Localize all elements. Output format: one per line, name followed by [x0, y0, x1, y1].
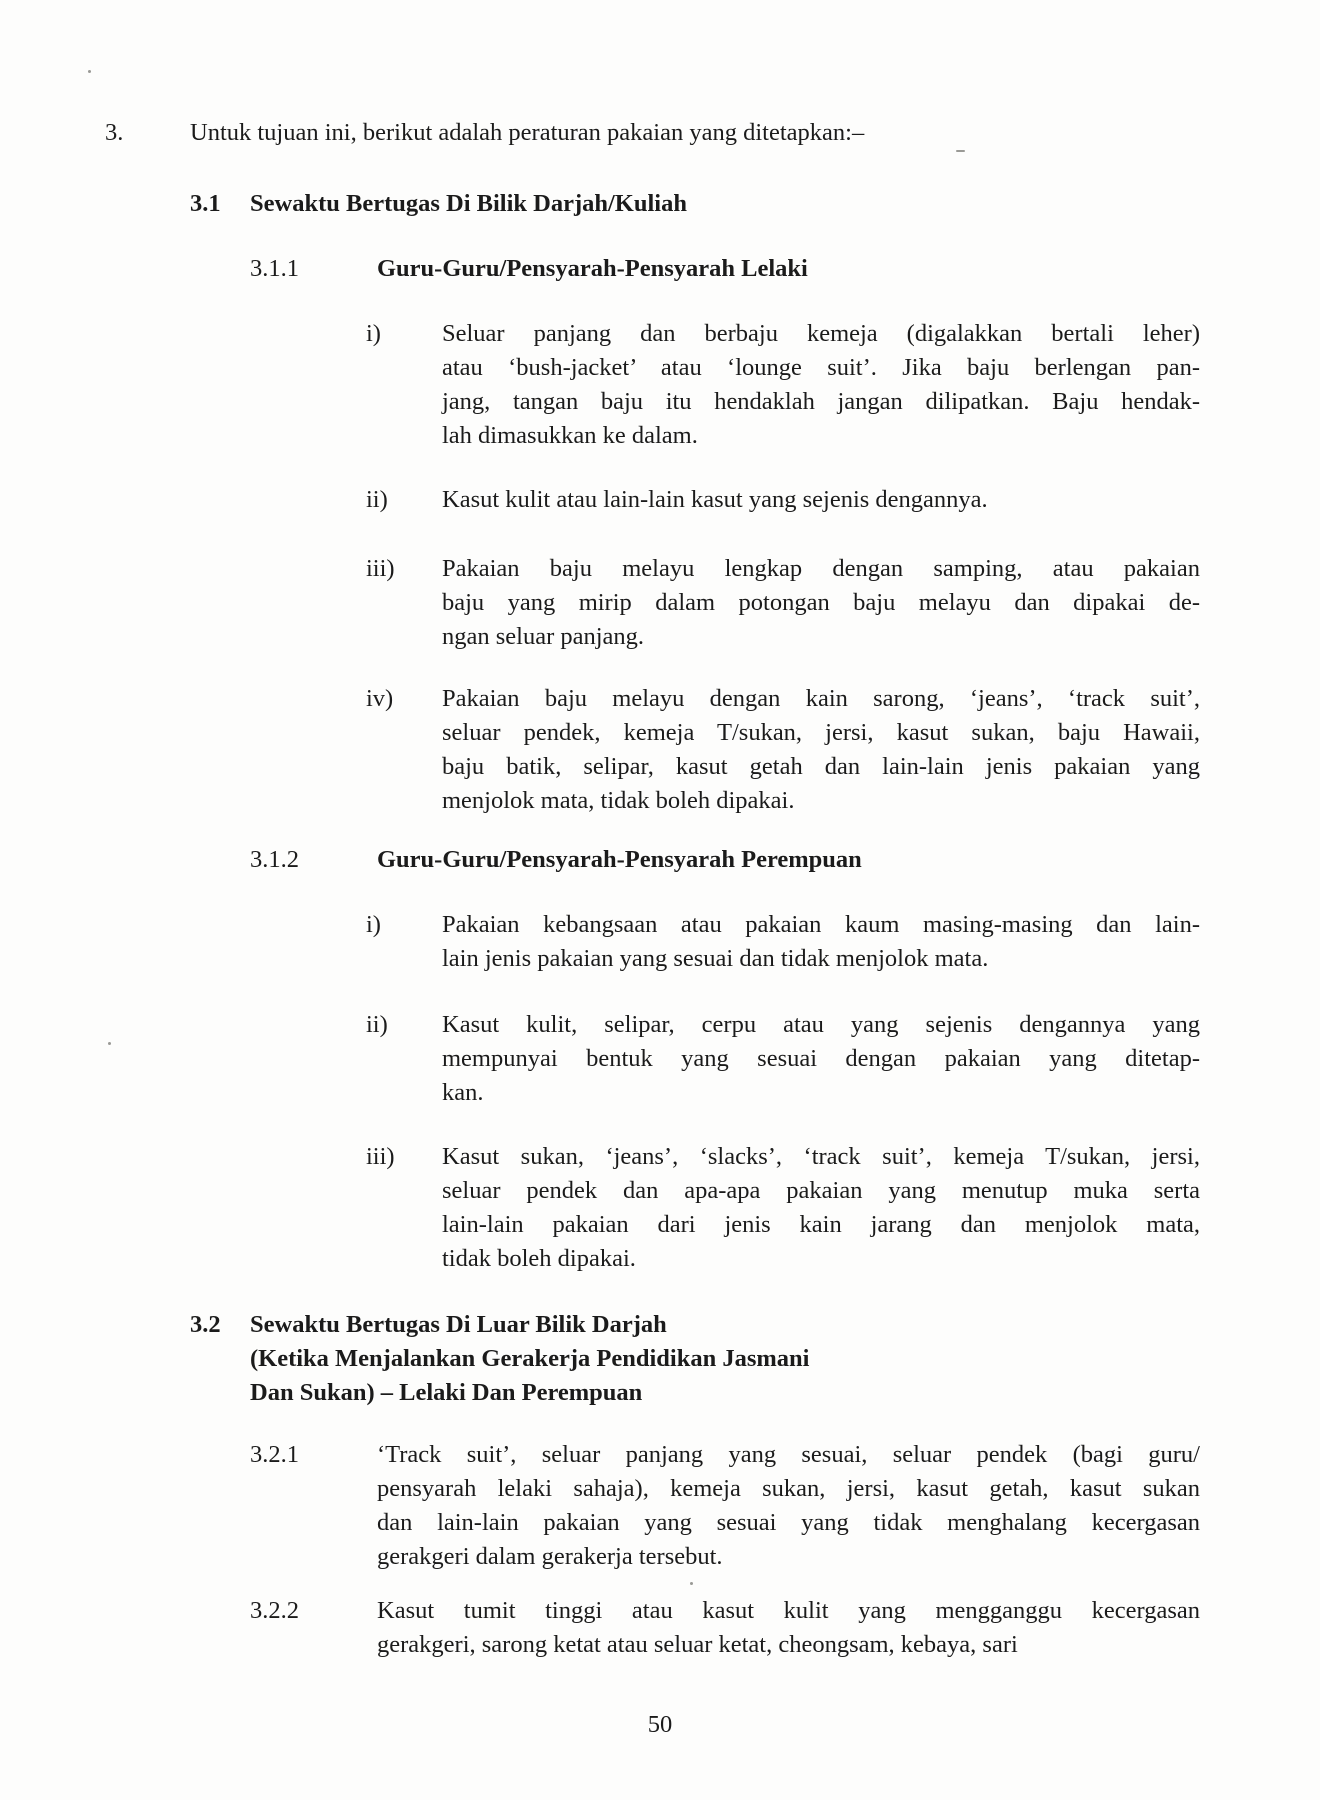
item-text [442, 483, 1200, 517]
text-line: gerakgeri dalam gerakerja tersebut. [377, 1543, 723, 1570]
section-3-2-1-number: 3.2.1 [250, 1441, 299, 1468]
item-text [442, 317, 1200, 453]
list-item [366, 908, 1320, 976]
text-line: gerakgeri, sarong ketat atau seluar ketat, cheongsam, kebaya, sari [377, 1631, 1018, 1658]
text-line: Kasut kulit, selipar, cerpu atau yang sejenis dengannya yang [442, 1011, 1200, 1038]
text-line: mempunyai bentuk yang sesuai dengan pakaian yang ditetap- [442, 1045, 1200, 1072]
item-marker: iv) [366, 685, 394, 712]
list-item [366, 483, 1320, 517]
section-3-2-heading [190, 1308, 1320, 1410]
text-line: lain jenis pakaian yang sesuai dan tidak menjolok mata. [442, 945, 989, 972]
section-3-1-2-heading [250, 843, 1320, 877]
item-text [442, 1140, 1200, 1276]
text-line: Pakaian kebangsaan atau pakaian kaum masing-masing dan lain- [442, 911, 1200, 938]
section-3-2-2-text [377, 1594, 1200, 1662]
text-line: kan. [442, 1079, 484, 1106]
list-item [366, 317, 1320, 453]
text-line: (Ketika Menjalankan Gerakerja Pendidikan Jasmani [250, 1345, 810, 1372]
list-item [366, 552, 1320, 654]
item-text [442, 1008, 1200, 1110]
section-3-1-number: 3.1 [190, 190, 221, 217]
text-line: lah dimasukkan ke dalam. [442, 422, 698, 449]
text-line: Pakaian baju melayu dengan kain sarong, ‘jeans’, ‘track suit’, [442, 685, 1200, 712]
item-marker: i) [366, 911, 381, 938]
page-number: 50 [647, 1711, 673, 1738]
section-3-number: 3. [105, 119, 124, 146]
text-line: Kasut sukan, ‘jeans’, ‘slacks’, ‘track suit’, kemeja T/sukan, jersi, [442, 1143, 1200, 1170]
section-3-1-1-number: 3.1.1 [250, 255, 299, 282]
text-line: ngan seluar panjang. [442, 623, 645, 650]
text-line: Dan Sukan) – Lelaki Dan Perempuan [250, 1379, 643, 1406]
text-line: Kasut tumit tinggi atau kasut kulit yang mengganggu kecergasan [377, 1597, 1200, 1624]
item-text [442, 552, 1200, 654]
scan-speck [108, 1042, 111, 1045]
list-item [366, 1008, 1320, 1110]
text-line: dan lain-lain pakaian yang sesuai yang tidak menghalang kecergasan [377, 1509, 1200, 1536]
item-text [442, 682, 1200, 818]
section-3-1-2-number: 3.1.2 [250, 846, 299, 873]
text-line: atau ‘bush-jacket’ atau ‘lounge suit’. Jika baju berlengan pan- [442, 354, 1200, 381]
text-line: ‘Track suit’, seluar panjang yang sesuai, seluar pendek (bagi guru/ [377, 1441, 1200, 1468]
text-line: seluar pendek, kemeja T/sukan, jersi, kasut sukan, baju Hawaii, [442, 719, 1200, 746]
text-line: lain-lain pakaian dari jenis kain jarang dan menjolok mata, [442, 1211, 1200, 1238]
section-3-2-2-number: 3.2.2 [250, 1597, 299, 1624]
section-3-1-1-heading [250, 252, 1320, 286]
text-line: jang, tangan baju itu hendaklah jangan dilipatkan. Baju hendak- [442, 388, 1200, 415]
section-3-1-title: Sewaktu Bertugas Di Bilik Darjah/Kuliah [250, 190, 687, 217]
section-3-1-heading [190, 187, 1320, 221]
text-line: tidak boleh dipakai. [442, 1245, 636, 1272]
list-item [366, 682, 1320, 818]
scan-speck [88, 70, 91, 73]
section-3-2-2-row [250, 1594, 1320, 1662]
section-3-1-1-title: Guru-Guru/Pensyarah-Pensyarah Lelaki [377, 255, 808, 282]
item-marker: iii) [366, 555, 395, 582]
section-3-text: Untuk tujuan ini, berikut adalah peraturan pakaian yang ditetapkan:– [190, 119, 865, 146]
text-line: Sewaktu Bertugas Di Luar Bilik Darjah [250, 1311, 667, 1338]
section-3-2-1-text [377, 1438, 1200, 1574]
scan-speck [956, 150, 965, 152]
text-line: baju yang mirip dalam potongan baju melayu dan dipakai de- [442, 589, 1200, 616]
text-line: baju batik, selipar, kasut getah dan lain-lain jenis pakaian yang [442, 753, 1200, 780]
text-line: pensyarah lelaki sahaja), kemeja sukan, jersi, kasut getah, kasut sukan [377, 1475, 1200, 1502]
scan-speck [690, 1582, 693, 1585]
item-marker: ii) [366, 486, 388, 513]
text-line: Pakaian baju melayu lengkap dengan samping, atau pakaian [442, 555, 1200, 582]
text-line: Seluar panjang dan berbaju kemeja (digalakkan bertali leher) [442, 320, 1200, 347]
section-3-2-title [250, 1308, 809, 1410]
section-3-2-number: 3.2 [190, 1311, 221, 1338]
item-marker: ii) [366, 1011, 388, 1038]
section-3-2-1-row [250, 1438, 1320, 1574]
text-line: menjolok mata, tidak boleh dipakai. [442, 787, 795, 814]
item-marker: iii) [366, 1143, 395, 1170]
item-text [442, 908, 1200, 976]
section-3-1-2-title: Guru-Guru/Pensyarah-Pensyarah Perempuan [377, 846, 862, 873]
item-marker: i) [366, 320, 381, 347]
list-item [366, 1140, 1320, 1276]
section-3-row [105, 116, 1320, 150]
text-line: Kasut kulit atau lain-lain kasut yang sejenis dengannya. [442, 486, 988, 513]
text-line: seluar pendek dan apa-apa pakaian yang menutup muka serta [442, 1177, 1200, 1204]
